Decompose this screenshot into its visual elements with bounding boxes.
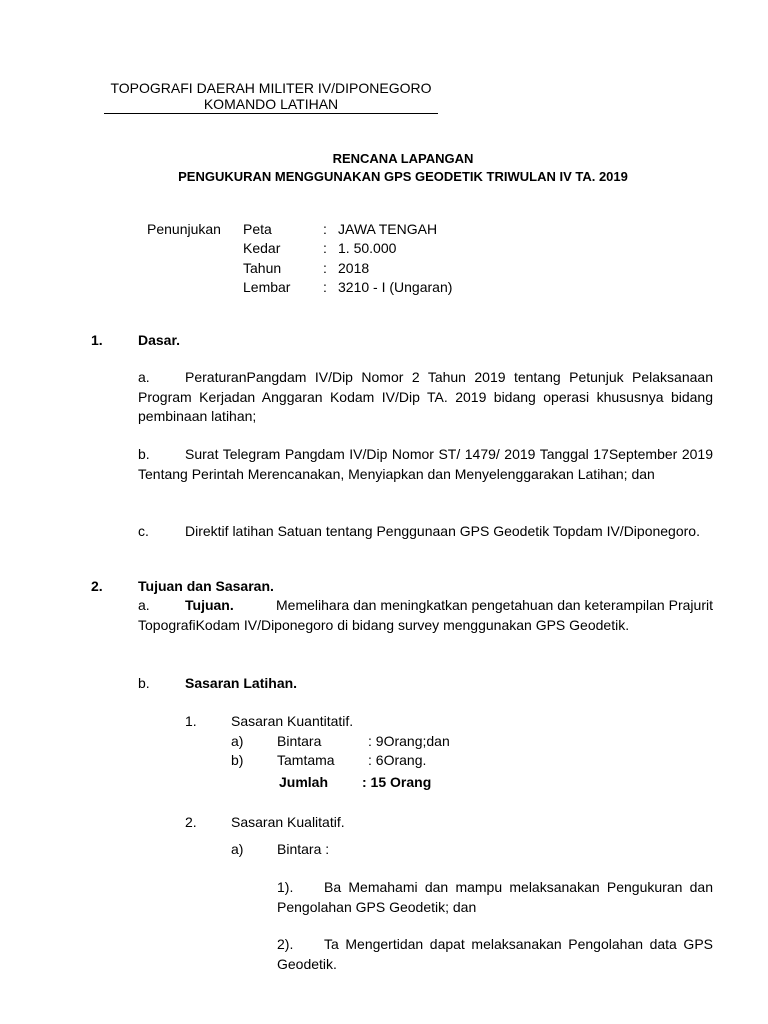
quant-row-value: : 9Orang;dan	[368, 733, 450, 749]
item-text: PeraturanPangdam IV/Dip Nomor 2 Tahun 2019 tentang Petunjuk Pelaksanaan Program Kerjadan Anggaran Kodam IV/Dip TA. 2019 bidang operasi khususnya bidang pembinaan latihan;	[138, 369, 713, 424]
quant-row-marker: a)	[231, 733, 244, 749]
qual-label: Sasaran Kualitatif.	[231, 814, 345, 830]
quant-row-marker: b)	[231, 752, 244, 768]
map-info-sep: :	[323, 221, 327, 237]
item-marker: a.	[138, 597, 150, 613]
quant-row-value: : 6Orang.	[368, 752, 427, 768]
point-marker: 1).	[277, 879, 294, 895]
section-2-number: 2.	[91, 578, 103, 594]
sasaran-label: Sasaran Latihan.	[185, 675, 298, 691]
section-2-item-a	[138, 596, 713, 635]
qual-point-2	[277, 935, 713, 974]
map-info-value: 1. 50.000	[338, 240, 397, 256]
map-info-key: Lembar	[243, 279, 291, 295]
point-text: Ta Mengertidan dapat melaksanakan Pengolahan data GPS Geodetik.	[277, 936, 713, 972]
map-info-sep: :	[323, 279, 327, 295]
qual-marker: 2.	[185, 814, 197, 830]
quant-total-value: : 15 Orang	[362, 774, 432, 790]
qual-sub-marker: a)	[231, 841, 244, 857]
quant-row-name: Bintara	[277, 733, 322, 749]
map-info-sep: :	[323, 240, 327, 256]
header-underline	[104, 113, 438, 114]
item-text: Direktif latihan Satuan tentang Penggunaan GPS Geodetik Topdam IV/Diponegoro.	[185, 523, 700, 539]
section-1-item-b	[138, 445, 713, 484]
map-info-value: 2018	[338, 260, 370, 276]
map-info-label: Penunjukan	[147, 221, 221, 237]
map-info-key: Peta	[243, 221, 272, 237]
title-line-2: PENGUKURAN MENGGUNAKAN GPS GEODETIK TRIWULAN IV TA. 2019	[178, 169, 628, 184]
quant-label: Sasaran Kuantitatif.	[231, 713, 354, 729]
header-line-2: KOMANDO LATIHAN	[203, 96, 339, 112]
item-marker: a.	[138, 369, 150, 385]
tujuan-label: Tujuan.	[185, 597, 234, 613]
section-1-number: 1.	[91, 332, 103, 348]
map-info-sep: :	[323, 260, 327, 276]
title-line-1: RENCANA LAPANGAN	[332, 151, 474, 166]
map-info-key: Tahun	[243, 260, 282, 276]
tujuan-text: Memelihara dan meningkatkan pengetahuan dan keterampilan Prajurit TopografiKodam IV/Diponegoro di bidang survey menggunakan GPS Geodetik.	[138, 597, 713, 633]
sasaran-marker: b.	[138, 675, 150, 691]
quant-row-name: Tamtama	[277, 752, 335, 768]
map-info-value: JAWA TENGAH	[338, 221, 438, 237]
quant-total-label: Jumlah	[279, 774, 329, 790]
point-marker: 2).	[277, 936, 294, 952]
item-marker: c.	[138, 523, 149, 539]
quant-marker: 1.	[185, 713, 197, 729]
item-text: Surat Telegram Pangdam IV/Dip Nomor ST/ 1479/ 2019 Tanggal 17September 2019 Tentang Perintah Merencanakan, Menyiapkan dan Menyelenggarakan Latihan; dan	[138, 446, 713, 482]
point-text: Ba Memahami dan mampu melaksanakan Pengukuran dan Pengolahan GPS Geodetik; dan	[277, 879, 713, 915]
section-1-heading: Dasar.	[138, 332, 181, 348]
section-1-item-a	[138, 368, 713, 427]
map-info-key: Kedar	[243, 240, 281, 256]
header-line-1: TOPOGRAFI DAERAH MILITER IV/DIPONEGORO	[110, 80, 432, 96]
qual-point-1	[277, 878, 713, 917]
map-info-value: 3210 - I (Ungaran)	[338, 279, 453, 295]
section-2-heading: Tujuan dan Sasaran.	[138, 578, 274, 594]
qual-sub-label: Bintara :	[277, 841, 330, 857]
section-1-item-c	[138, 522, 713, 542]
item-marker: b.	[138, 446, 150, 462]
